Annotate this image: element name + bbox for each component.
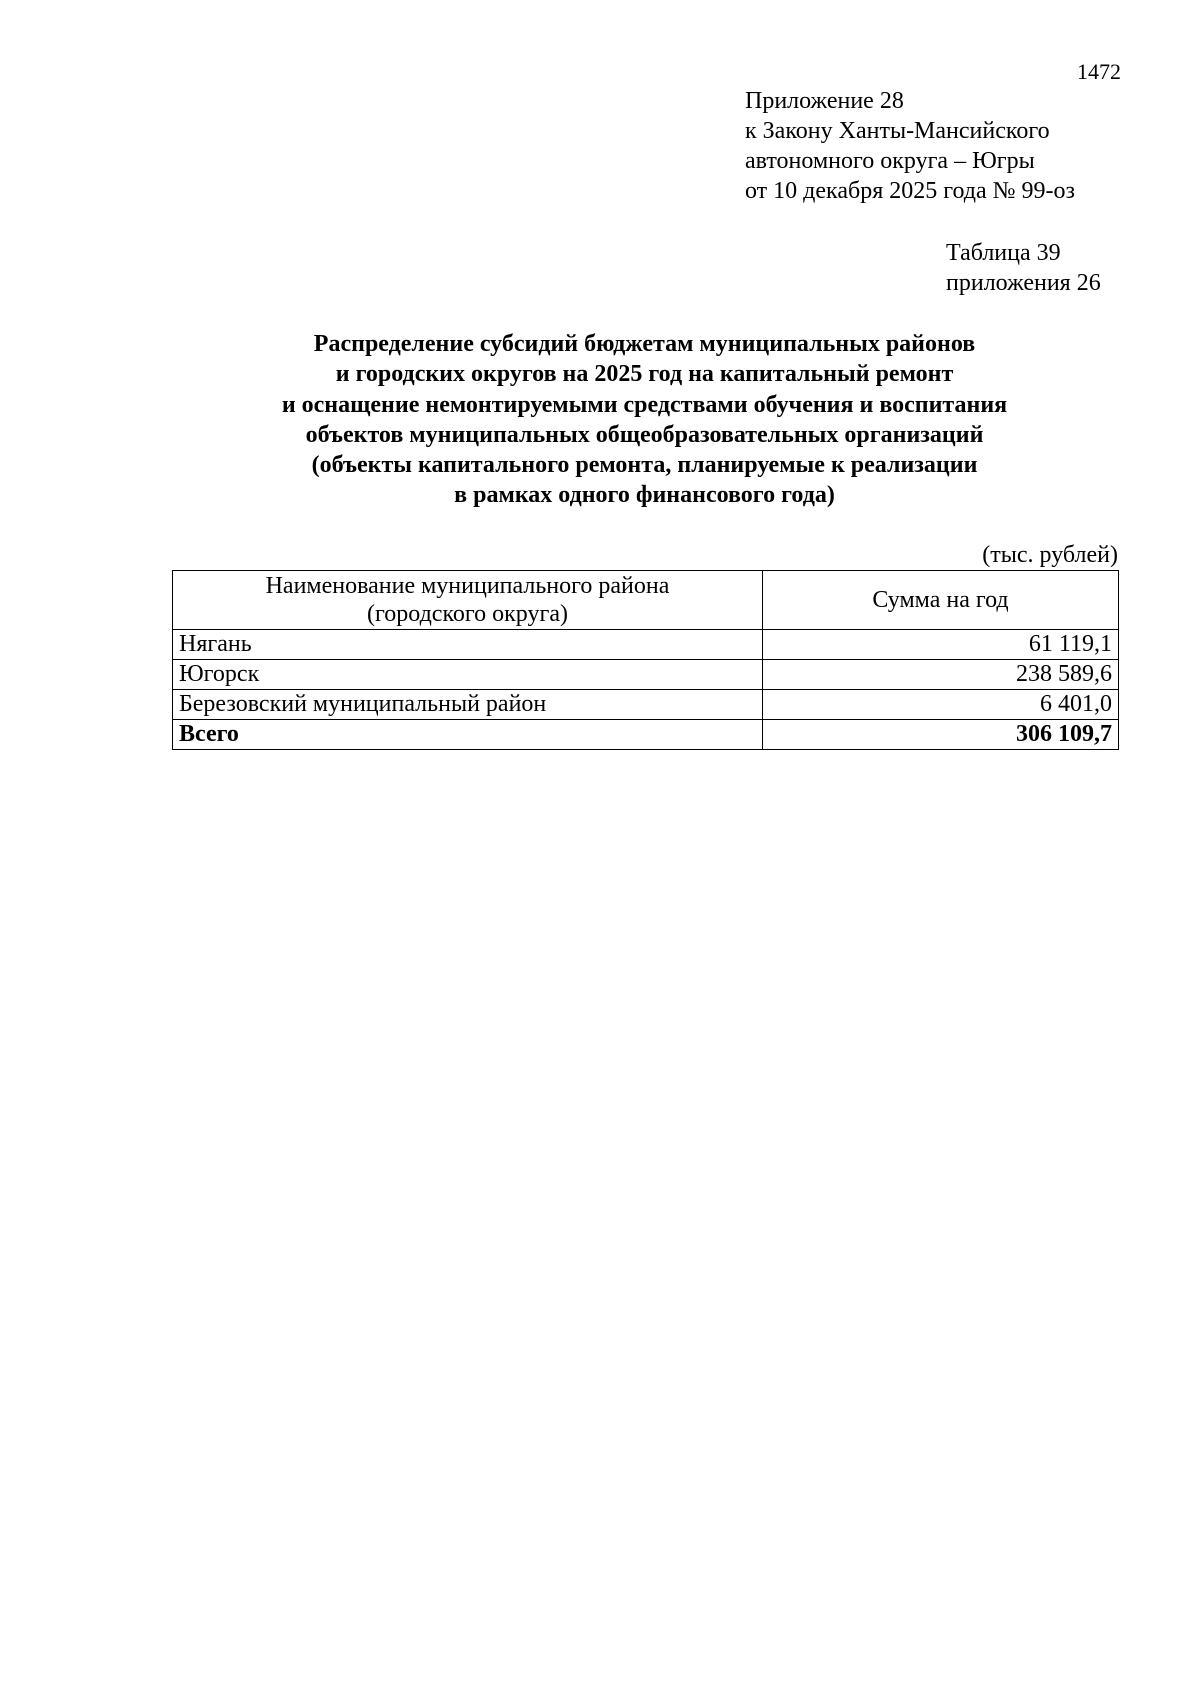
row-name: Березовский муниципальный район <box>173 690 763 720</box>
table-total-row <box>173 720 1119 750</box>
document-title <box>172 329 1117 511</box>
row-name: Югорск <box>173 660 763 690</box>
column-header-name-line: (городского округа) <box>367 601 568 627</box>
table-row <box>173 660 1119 690</box>
appendix-line: от 10 декабря 2025 года № 99-оз <box>745 178 1076 204</box>
total-amount: 306 109,7 <box>763 720 1119 750</box>
table-reference-line: Таблица 39 <box>946 240 1061 266</box>
total-label: Всего <box>173 720 763 750</box>
row-amount: 61 119,1 <box>763 630 1119 660</box>
table-row <box>173 630 1119 660</box>
units-label: (тыс. рублей) <box>982 542 1118 568</box>
column-header-name-line: Наименование муниципального района <box>265 573 670 599</box>
table-header-row <box>173 571 1119 630</box>
appendix-line: к Закону Ханты-Мансийского <box>745 118 1050 144</box>
subsidy-table <box>172 570 1119 750</box>
column-header-amount: Сумма на год <box>763 571 1119 630</box>
table-reference <box>946 238 1101 298</box>
page-number: 1472 <box>1077 59 1121 84</box>
appendix-line: Приложение 28 <box>745 88 904 114</box>
table-row <box>173 690 1119 720</box>
appendix-reference <box>745 86 1075 206</box>
row-name: Нягань <box>173 630 763 660</box>
title-line: (объекты капитального ремонта, планируемые к реализации <box>311 452 978 479</box>
title-line: Распределение субсидий бюджетам муниципальных районов <box>313 331 976 357</box>
row-amount: 6 401,0 <box>763 690 1119 720</box>
column-header-name <box>173 571 763 630</box>
appendix-line: автономного округа – Югры <box>745 148 1035 174</box>
title-line: и оснащение немонтируемыми средствами обучения и воспитания <box>281 391 1008 418</box>
table-reference-line: приложения 26 <box>946 270 1101 296</box>
title-line: объектов муниципальных общеобразовательных организаций <box>305 421 984 448</box>
title-line: и городских округов на 2025 год на капитальный ремонт <box>335 361 954 388</box>
row-amount: 238 589,6 <box>763 660 1119 690</box>
title-line: в рамках одного финансового года) <box>454 482 835 509</box>
